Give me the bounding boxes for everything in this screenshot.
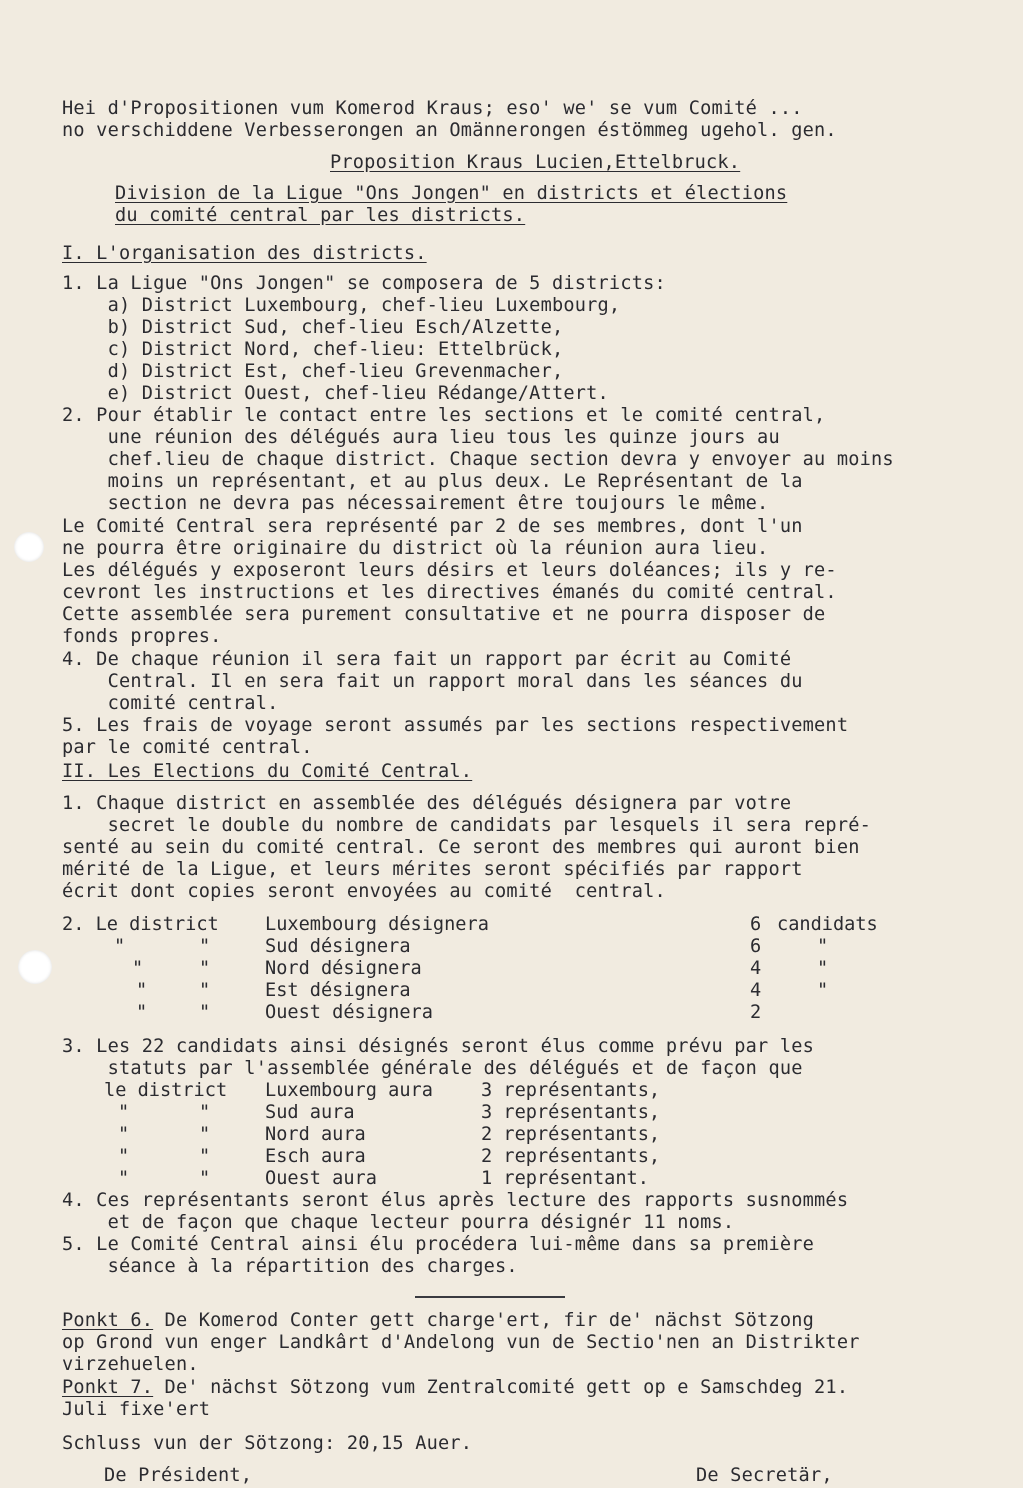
- row-lead: ": [136, 980, 148, 1001]
- section-1-line: 2. Pour établir le contact entre les sections et le comité central,: [62, 405, 826, 426]
- row-lead-2: ": [199, 1002, 211, 1023]
- section-1-line: d) District Est, chef-lieu Grevenmacher,: [62, 361, 564, 382]
- row-lead: ": [118, 1168, 130, 1189]
- row-district: Ouest aura: [265, 1168, 377, 1189]
- section-1-line: moins un représentant, et au plus deux. Le Représentant de la: [62, 471, 803, 492]
- ponkt-6-text: De Komerod Conter gett charge'ert, fir de' nächst Sötzong: [153, 1310, 815, 1331]
- punch-hole-bottom: [18, 950, 52, 984]
- row-unit: ": [817, 980, 829, 1001]
- table-row: [104, 1146, 661, 1168]
- row-lead: ": [118, 1102, 130, 1123]
- table-row: [62, 958, 829, 980]
- section-1-line: 4. De chaque réunion il sera fait un rapport par écrit au Comité: [62, 649, 792, 670]
- row-district: Luxembourg désignera: [265, 914, 489, 935]
- section-1-line: b) District Sud, chef-lieu Esch/Alzette,: [62, 317, 564, 338]
- row-district: Sud aura: [265, 1102, 355, 1123]
- section-1-line: par le comité central.: [62, 737, 313, 758]
- row-count: 6: [750, 914, 762, 935]
- row-count: 4: [750, 980, 762, 1001]
- row-value: 1 représentant.: [481, 1168, 649, 1189]
- row-district: Est désignera: [265, 980, 411, 1001]
- section-1-line: Les délégués y exposeront leurs désirs et leurs doléances; ils y re-: [62, 560, 837, 581]
- signature-secretary: De Secretär,: [696, 1465, 833, 1486]
- row-count: 2: [750, 1002, 762, 1023]
- section-2-line: 1. Chaque district en assemblée des délégués désignera par votre: [62, 793, 792, 814]
- section-2-point-3: statuts par l'assemblée générale des délégués et de façon que: [62, 1058, 803, 1079]
- table-row: [62, 914, 878, 936]
- ponkt-7-label: Ponkt 7.: [62, 1377, 154, 1398]
- row-lead: ": [132, 958, 144, 979]
- row-district: Luxembourg aura: [265, 1080, 433, 1101]
- section-2-tail: 5. Le Comité Central ainsi élu procédera lui-même dans sa première: [62, 1234, 815, 1255]
- closing-line: Schluss vun der Sötzong: 20,15 Auer.: [62, 1433, 473, 1454]
- representatives-table: [104, 1080, 804, 1190]
- section-1-line: 1. La Ligue "Ons Jongen" se composera de 5 districts:: [62, 273, 666, 294]
- row-lead-2: ": [199, 1102, 211, 1123]
- row-district: Nord aura: [265, 1124, 366, 1145]
- section-1-line: fonds propres.: [62, 626, 222, 647]
- table-row: [62, 1002, 762, 1024]
- row-value: 2 représentants,: [481, 1146, 661, 1167]
- table-row: [62, 936, 829, 958]
- row-unit: candidats: [777, 914, 878, 935]
- ponkt-7-line: Juli fixe'ert: [62, 1399, 211, 1420]
- row-lead: ": [118, 1124, 130, 1145]
- row-value: 3 représentants,: [481, 1080, 661, 1101]
- table-row: [62, 980, 829, 1002]
- section-1-line: Cette assemblée sera purement consultative et ne pourra disposer de: [62, 604, 826, 625]
- section-1-line: c) District Nord, chef-lieu: Ettelbrück,: [62, 339, 564, 360]
- section-2-line: secret le double du nombre de candidats par lesquels il sera repré-: [62, 815, 872, 836]
- row-district: Sud désignera: [265, 936, 411, 957]
- section-1-line: e) District Ouest, chef-lieu Rédange/Attert.: [62, 383, 609, 404]
- section-2-point-3: 3. Les 22 candidats ainsi désignés seront élus comme prévu par les: [62, 1036, 815, 1057]
- intro-line: no verschiddene Verbesserongen an Omännerongen éstömmeg ugehol. gen.: [62, 120, 837, 141]
- row-lead-2: ": [199, 1124, 211, 1145]
- section-1-line: section ne devra pas nécessairement être toujours le même.: [62, 493, 769, 514]
- row-lead: ": [136, 1002, 148, 1023]
- row-lead: ": [118, 1146, 130, 1167]
- section-1-line: ne pourra être originaire du district où la réunion aura lieu.: [62, 538, 769, 559]
- row-lead-2: ": [199, 958, 211, 979]
- section-1-title: I. L'organisation des districts.: [62, 243, 427, 264]
- subtitle-line: Division de la Ligue "Ons Jongen" en districts et élections: [115, 183, 788, 204]
- ponkt-6-line: op Grond vun enger Landkârt d'Andelong vun de Sectio'nen an Distrikter: [62, 1332, 860, 1353]
- section-2-tail: et de façon que chaque lecteur pourra désignér 11 noms.: [62, 1212, 735, 1233]
- section-1-line: cevront les instructions et les directives émanés du comité central.: [62, 582, 837, 603]
- signature-president: De Président,: [104, 1465, 253, 1486]
- section-1-line: 5. Les frais de voyage seront assumés par les sections respectivement: [62, 715, 849, 736]
- separator-line: [415, 1296, 565, 1298]
- row-lead-2: ": [199, 1168, 211, 1189]
- row-count: 4: [750, 958, 762, 979]
- row-district: Ouest désignera: [265, 1002, 433, 1023]
- section-1-line: une réunion des délégués aura lieu tous les quinze jours au: [62, 427, 780, 448]
- row-lead-2: ": [199, 980, 211, 1001]
- subtitle-line: du comité central par les districts.: [115, 205, 526, 226]
- section-1-line: a) District Luxembourg, chef-lieu Luxembourg,: [62, 295, 621, 316]
- ponkt-7-line: [62, 1377, 848, 1399]
- row-value: 3 représentants,: [481, 1102, 661, 1123]
- punch-hole-top: [14, 532, 44, 562]
- row-district: Esch aura: [265, 1146, 366, 1167]
- section-2-tail: 4. Ces représentants seront élus après lecture des rapports susnommés: [62, 1190, 849, 1211]
- section-1-line: chef.lieu de chaque district. Chaque section devra y envoyer au moins: [62, 449, 894, 470]
- row-lead: le district: [104, 1080, 228, 1101]
- section-2-line: mérité de la Ligue, et leurs mérites seront spécifiés par rapport: [62, 859, 803, 880]
- section-1-line: Central. Il en sera fait un rapport moral dans les séances du: [62, 671, 803, 692]
- ponkt-7-text: De' nächst Sötzong vum Zentralcomité gett op e Samschdeg 21.: [153, 1377, 849, 1398]
- section-2-line: senté au sein du comité central. Ce seront des membres qui auront bien: [62, 837, 860, 858]
- table-row: [104, 1168, 649, 1190]
- row-value: 2 représentants,: [481, 1124, 661, 1145]
- ponkt-6-line: [62, 1310, 814, 1332]
- row-district: Nord désignera: [265, 958, 422, 979]
- table-row: [104, 1080, 661, 1102]
- ponkt-6-line: virzehuelen.: [62, 1354, 199, 1375]
- row-lead: ": [114, 936, 126, 957]
- row-count: 6: [750, 936, 762, 957]
- intro-line: Hei d'Propositionen vum Komerod Kraus; eso' we' se vum Comité ...: [62, 98, 803, 119]
- section-1-line: Le Comité Central sera représenté par 2 de ses membres, dont l'un: [62, 516, 803, 537]
- row-unit: ": [817, 936, 829, 957]
- section-2-line: écrit dont copies seront envoyées au comité central.: [62, 881, 666, 902]
- section-2-title: II. Les Elections du Comité Central.: [62, 761, 473, 782]
- row-lead-2: ": [199, 1146, 211, 1167]
- row-unit: ": [817, 958, 829, 979]
- ponkt-6-label: Ponkt 6.: [62, 1310, 154, 1331]
- proposal-title: Proposition Kraus Lucien,Ettelbruck.: [330, 152, 741, 173]
- table-row: [104, 1102, 661, 1124]
- candidates-table: [62, 914, 962, 1024]
- row-lead: 2. Le district: [62, 914, 219, 935]
- section-1-line: comité central.: [62, 693, 279, 714]
- section-2-tail: séance à la répartition des charges.: [62, 1256, 518, 1277]
- table-row: [104, 1124, 661, 1146]
- row-lead-2: ": [199, 936, 211, 957]
